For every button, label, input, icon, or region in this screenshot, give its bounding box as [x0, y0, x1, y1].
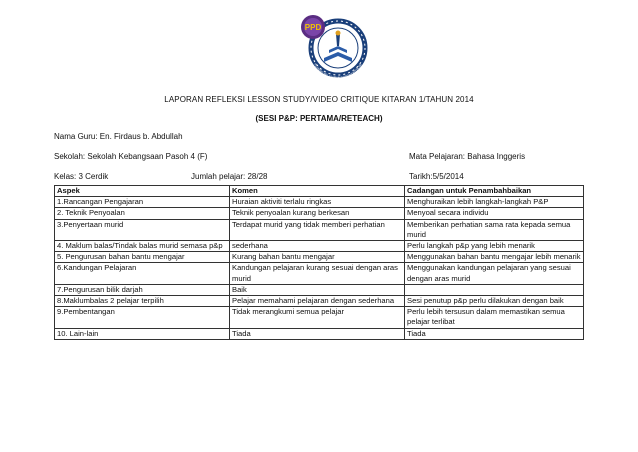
cell-cadangan: [405, 284, 584, 295]
cell-komen: Kandungan pelajaran kurang sesuai dengan aras murid: [230, 263, 405, 284]
cell-aspek: 9.Pembentangan: [55, 307, 230, 328]
cell-komen: Baik: [230, 284, 405, 295]
table-row: [55, 241, 584, 252]
report-title: LAPORAN REFLEKSI LESSON STUDY/VIDEO CRITIQUE KITARAN 1/TAHUN 2014: [164, 95, 474, 104]
table-row: [55, 263, 584, 284]
table-row: [55, 307, 584, 328]
table-row: [55, 328, 584, 339]
crest-badge-text: PPD: [304, 23, 322, 32]
cell-cadangan: Menggunakan kandungan pelajaran yang sesuai dengan aras murid: [405, 263, 584, 284]
table-header-row: [55, 186, 584, 197]
cell-aspek: 7.Pengurusan bilik darjah: [55, 284, 230, 295]
cell-aspek: 5. Pengurusan bahan bantu mengajar: [55, 252, 230, 263]
class-name: Kelas: 3 Cerdik: [54, 172, 109, 181]
cell-cadangan: Tiada: [405, 328, 584, 339]
header-cadangan: Cadangan untuk Penambahbaikan: [405, 186, 584, 197]
cell-komen: Pelajar memahami pelajaran dengan sederhana: [230, 296, 405, 307]
cell-cadangan: Menyoal secara individu: [405, 208, 584, 219]
cell-komen: Tiada: [230, 328, 405, 339]
table-row: [55, 197, 584, 208]
cell-aspek: 1.Rancangan Pengajaran: [55, 197, 230, 208]
cell-aspek: 6.Kandungan Pelajaran: [55, 263, 230, 284]
cell-komen: Teknik penyoalan kurang berkesan: [230, 208, 405, 219]
cell-cadangan: Menggunakan bahan bantu mengajar lebih menarik: [405, 252, 584, 263]
reflection-table: [54, 185, 584, 340]
cell-cadangan: Perlu langkah p&p yang lebih menarik: [405, 241, 584, 252]
table-row: [55, 219, 584, 240]
cell-cadangan: Sesi penutup p&p perlu dilakukan dengan baik: [405, 296, 584, 307]
school-name: Sekolah: Sekolah Kebangsaan Pasoh 4 (F): [54, 152, 208, 161]
table-row: [55, 208, 584, 219]
cell-aspek: 3.Penyertaan murid: [55, 219, 230, 240]
table-row: [55, 284, 584, 295]
cell-cadangan: Perlu lebih tersusun dalam memastikan semua pelajar terlibat: [405, 307, 584, 328]
table-row: [55, 296, 584, 307]
student-count: Jumlah pelajar: 28/28: [191, 172, 268, 181]
report-date: Tarikh:5/5/2014: [409, 172, 464, 181]
teacher-name: Nama Guru: En. Firdaus b. Abdullah: [54, 132, 183, 141]
cell-komen: Terdapat murid yang tidak memberi perhatian: [230, 219, 405, 240]
cell-aspek: 4. Maklum balas/Tindak balas murid semasa p&p: [55, 241, 230, 252]
table-row: [55, 252, 584, 263]
cell-komen: Tidak merangkumi semua pelajar: [230, 307, 405, 328]
header-aspek: Aspek: [55, 186, 230, 197]
cell-komen: sederhana: [230, 241, 405, 252]
cell-aspek: 8.Maklumbalas 2 pelajar terpilih: [55, 296, 230, 307]
school-crest-logo: [296, 12, 374, 80]
cell-aspek: 2. Teknik Penyoalan: [55, 208, 230, 219]
cell-aspek: 10. Lain-lain: [55, 328, 230, 339]
session-subtitle: (SESI P&P: PERTAMA/RETEACH): [255, 114, 383, 123]
cell-cadangan: Memberikan perhatian sama rata kepada semua murid: [405, 219, 584, 240]
cell-komen: Kurang bahan bantu mengajar: [230, 252, 405, 263]
header-komen: Komen: [230, 186, 405, 197]
crest-ring-text: PEJABAT PELAJARAN DAERAH KOTA BE: [313, 62, 363, 80]
cell-komen: Huraian aktiviti terlalu ringkas: [230, 197, 405, 208]
cell-cadangan: Menghuraikan lebih langkah-langkah P&P: [405, 197, 584, 208]
subject: Mata Pelajaran: Bahasa Inggeris: [409, 152, 526, 161]
